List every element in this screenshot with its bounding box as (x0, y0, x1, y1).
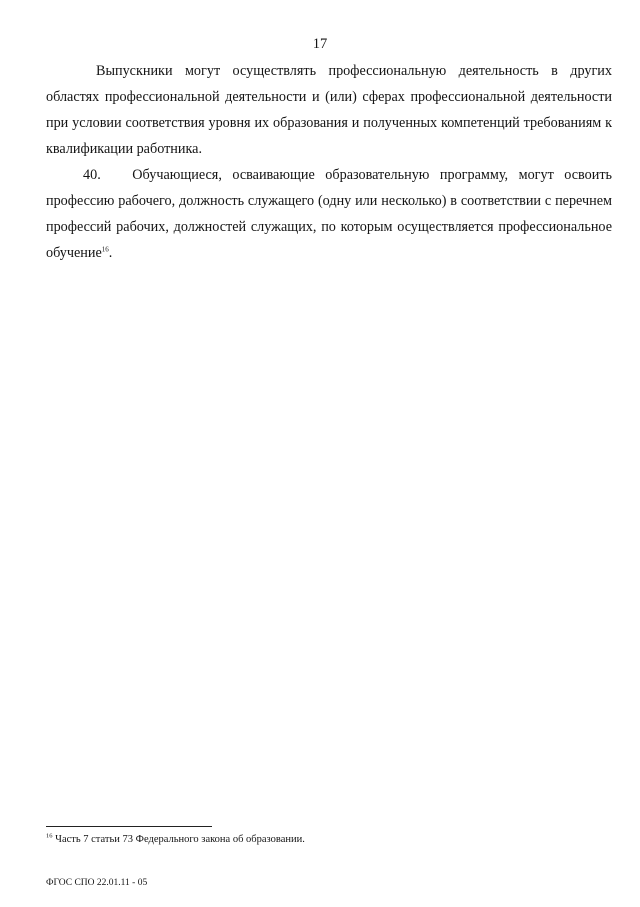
footnote (46, 834, 305, 845)
body-text (46, 58, 612, 266)
paragraph-text: Выпускники могут осуществлять профессиональную деятельность в других областях профессиональной деятельности и (или) сферах профессиональной деятельности при условии соответствия уровня их образования и полученных компетенций требованиям к квалификации работника. (46, 63, 612, 157)
paragraph-end-punctuation: . (108, 245, 113, 261)
page-number: 17 (312, 36, 328, 52)
paragraph-graduates (46, 58, 612, 162)
footnote-mark: 16 (46, 832, 53, 840)
footnote-reference[interactable]: 16 (101, 245, 109, 254)
footnote-text: Часть 7 статьи 73 Федерального закона об образовании. (55, 834, 305, 845)
paragraph-40 (46, 162, 612, 266)
paragraph-text: Обучающиеся, осваивающие образовательную программу, могут освоить профессию рабочего, должность служащего (одну или несколько) в соответствии с перечнем профессий рабочих, должностей служащих, по которым осуществляется профессиональное обучение (46, 167, 612, 261)
paragraph-number: 40. (83, 167, 101, 183)
document-code: ФГОС СПО 22.01.11 - 05 (46, 878, 148, 888)
footnote-separator (46, 826, 212, 827)
